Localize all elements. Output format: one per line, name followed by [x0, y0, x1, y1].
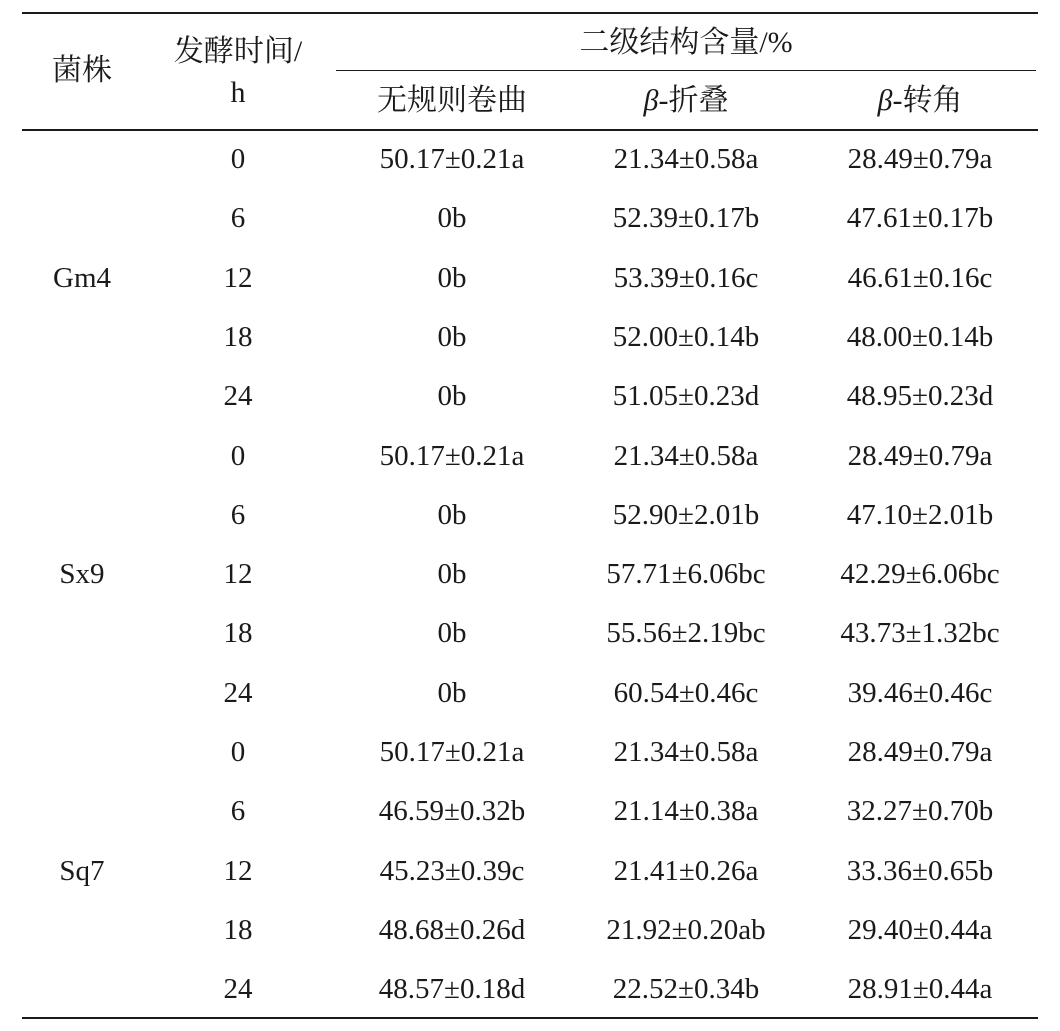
cell-coil: 46.59±0.32b: [378, 795, 526, 828]
cell-turn: 28.49±0.79a: [847, 143, 993, 175]
cell-sheet: 53.39±0.16c: [613, 261, 759, 294]
top-rule: [22, 12, 1038, 14]
cell-turn: 28.49±0.79a: [847, 736, 993, 768]
cell-sheet: 21.34±0.58a: [613, 736, 759, 768]
cell-coil: 50.17±0.21a: [379, 439, 525, 472]
cell-sheet: 60.54±0.46c: [613, 676, 759, 709]
cell-time: 18: [223, 617, 253, 650]
cell-time: 18: [223, 320, 253, 353]
strain-label: Gm4: [53, 261, 111, 294]
cell-coil: 50.17±0.21a: [379, 736, 525, 768]
cell-time: 0: [230, 439, 246, 472]
cell-coil: 50.17±0.21a: [379, 143, 525, 175]
cell-time: 6: [230, 202, 246, 235]
header-sheet: β-折叠: [643, 84, 729, 117]
cell-sheet: 21.92±0.20ab: [606, 913, 766, 946]
cell-turn: 42.29±6.06bc: [840, 558, 1000, 591]
strain-label: Sx9: [59, 558, 105, 591]
header-time-line1: 发酵时间/: [173, 35, 303, 68]
header-group: 二级结构含量/%: [579, 26, 793, 59]
cell-sheet: 51.05±0.23d: [612, 380, 760, 413]
cell-sheet: 22.52±0.34b: [612, 973, 760, 1006]
cell-coil: 45.23±0.39c: [379, 854, 525, 887]
cell-turn: 47.61±0.17b: [846, 202, 994, 235]
group-header-rule: [336, 70, 1036, 71]
cell-coil: 0b: [437, 676, 467, 709]
cell-turn: 28.49±0.79a: [847, 439, 993, 472]
cell-time: 6: [230, 498, 246, 531]
cell-turn: 29.40±0.44a: [847, 913, 993, 946]
cell-coil: 0b: [437, 380, 467, 413]
cell-time: 0: [230, 143, 246, 175]
cell-turn: 32.27±0.70b: [846, 795, 994, 828]
cell-sheet: 52.90±2.01b: [612, 498, 760, 531]
cell-turn: 33.36±0.65b: [846, 854, 994, 887]
cell-coil: 0b: [437, 202, 467, 235]
cell-sheet: 21.34±0.58a: [613, 439, 759, 472]
cell-sheet: 21.34±0.58a: [613, 143, 759, 175]
cell-time: 0: [230, 736, 246, 768]
cell-turn: 28.91±0.44a: [847, 973, 993, 1006]
cell-coil: 0b: [437, 617, 467, 650]
cell-time: 6: [230, 795, 246, 828]
cell-coil: 0b: [437, 498, 467, 531]
cell-turn: 46.61±0.16c: [847, 261, 993, 294]
cell-turn: 48.95±0.23d: [846, 380, 994, 413]
header-rule: [22, 129, 1038, 131]
cell-coil: 48.57±0.18d: [378, 973, 526, 1006]
cell-time: 24: [223, 973, 253, 1006]
cell-sheet: 52.00±0.14b: [612, 320, 760, 353]
cell-time: 24: [223, 676, 253, 709]
cell-time: 12: [223, 261, 253, 294]
header-coil: 无规则卷曲: [377, 84, 527, 117]
cell-time: 12: [223, 558, 253, 591]
cell-sheet: 21.14±0.38a: [613, 795, 759, 828]
cell-sheet: 57.71±6.06bc: [606, 558, 766, 591]
cell-time: 18: [223, 913, 253, 946]
cell-sheet: 21.41±0.26a: [613, 854, 759, 887]
cell-coil: 0b: [437, 558, 467, 591]
header-turn: β-转角: [877, 84, 963, 117]
cell-time: 12: [223, 854, 253, 887]
strain-label: Sq7: [59, 854, 105, 887]
cell-time: 24: [223, 380, 253, 413]
cell-turn: 48.00±0.14b: [846, 320, 994, 353]
bottom-rule: [22, 1017, 1038, 1019]
cell-coil: 0b: [437, 261, 467, 294]
cell-sheet: 55.56±2.19bc: [606, 617, 766, 650]
cell-coil: 48.68±0.26d: [378, 913, 526, 946]
cell-coil: 0b: [437, 320, 467, 353]
cell-sheet: 52.39±0.17b: [612, 202, 760, 235]
cell-turn: 43.73±1.32bc: [840, 617, 1000, 650]
cell-turn: 47.10±2.01b: [846, 498, 994, 531]
cell-turn: 39.46±0.46c: [847, 676, 993, 709]
header-time-line2: h: [230, 76, 246, 109]
header-strain: 菌株: [52, 54, 112, 87]
